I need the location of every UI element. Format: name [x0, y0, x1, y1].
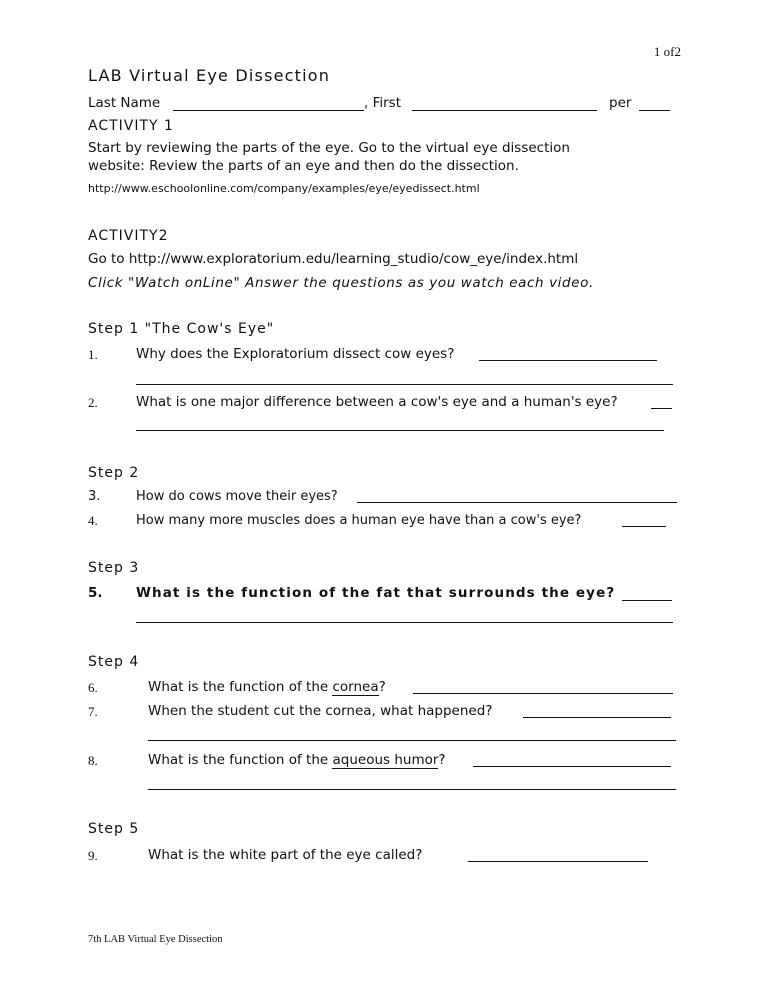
answer-8-blank[interactable] [473, 766, 671, 767]
answer-7-blank[interactable] [523, 717, 671, 718]
first-name-label: , First [364, 95, 401, 111]
answer-1-blank[interactable] [479, 360, 657, 361]
answer-6-blank[interactable] [413, 693, 673, 694]
question-9: What is the white part of the eye called? [148, 847, 423, 863]
answer-7-blank-line2[interactable] [148, 740, 676, 741]
activity2-goto[interactable]: Go to http://www.exploratorium.edu/learning_studio/cow_eye/index.html [88, 251, 579, 267]
activity2-instruction: Click "Watch onLine" Answer the questions as you watch each video. [88, 275, 594, 291]
question-number: 1. [88, 347, 98, 362]
period-blank[interactable] [639, 110, 670, 111]
step2-heading: Step 2 [88, 465, 140, 481]
question-number: 2. [88, 395, 98, 410]
page-number: 1 of2 [653, 44, 681, 59]
answer-2-blank[interactable] [651, 408, 672, 409]
question-number: 9. [88, 848, 98, 863]
answer-9-blank[interactable] [468, 861, 648, 862]
page-title: LAB Virtual Eye Dissection [88, 66, 331, 85]
last-name-blank[interactable] [173, 110, 364, 111]
step3-heading: Step 3 [88, 560, 140, 576]
step1-heading: Step 1 "The Cow's Eye" [88, 321, 275, 337]
question-6-text: What is the function of the [148, 679, 333, 695]
question-number: 5. [88, 585, 103, 601]
cornea-term: cornea [332, 679, 379, 695]
first-name-blank[interactable] [412, 110, 597, 111]
question-8 [148, 752, 446, 768]
activity2-heading: ACTIVITY2 [88, 228, 169, 244]
question-number: 4. [88, 513, 98, 528]
question-number: 3. [88, 489, 101, 504]
answer-5-blank-line2[interactable] [136, 622, 673, 623]
question-7: When the student cut the cornea, what happened? [148, 703, 493, 719]
answer-1-blank-line2[interactable] [136, 384, 673, 385]
answer-2-blank-line2[interactable] [136, 430, 664, 431]
page-footer: 7th LAB Virtual Eye Dissection [88, 934, 223, 945]
activity1-text-line1: Start by reviewing the parts of the eye. Go to the virtual eye dissection [88, 140, 570, 156]
activity1-url[interactable]: http://www.eschoolonline.com/company/examples/eye/eyedissect.html [88, 182, 480, 195]
answer-5-blank[interactable] [622, 600, 672, 601]
activity1-heading: ACTIVITY 1 [88, 118, 174, 134]
activity1-text-line2: website: Review the parts of an eye and then do the dissection. [88, 158, 519, 174]
step4-heading: Step 4 [88, 654, 140, 670]
question-number: 8. [88, 753, 98, 768]
question-2: What is one major difference between a cow's eye and a human's eye? [136, 394, 618, 410]
question-6-mark: ? [378, 679, 386, 695]
question-number: 7. [88, 704, 98, 719]
period-label: per [609, 95, 632, 111]
question-number: 6. [88, 680, 98, 695]
question-8-mark: ? [438, 752, 446, 768]
question-1: Why does the Exploratorium dissect cow eyes? [136, 346, 455, 362]
question-6 [148, 679, 386, 695]
answer-8-blank-line2[interactable] [148, 789, 676, 790]
aqueous-humor-term: aqueous humor [332, 752, 439, 768]
answer-4-blank[interactable] [622, 526, 666, 527]
last-name-label: Last Name [88, 95, 161, 111]
question-5: What is the function of the fat that surrounds the eye? [136, 585, 616, 601]
question-3: How do cows move their eyes? [136, 489, 338, 504]
question-4: How many more muscles does a human eye have than a cow's eye? [136, 513, 582, 528]
question-8-text: What is the function of the [148, 752, 333, 768]
answer-3-blank[interactable] [357, 502, 677, 503]
step5-heading: Step 5 [88, 821, 140, 837]
